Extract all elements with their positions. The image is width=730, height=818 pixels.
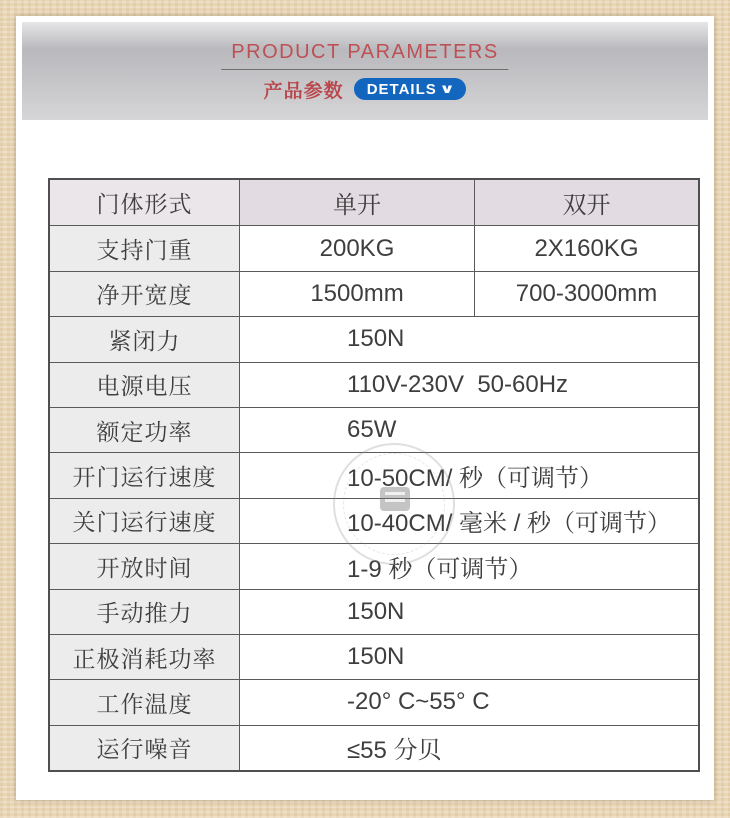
table-row [50, 225, 698, 270]
param-label-cell: 紧闭力 [50, 317, 240, 361]
chevron-down-icon: ∨ [438, 80, 457, 96]
page-title: PRODUCT PARAMETERS [221, 41, 508, 70]
param-value-cell: -20° C~55° C [347, 688, 490, 716]
param-value-cell: 双开 [475, 180, 698, 225]
parameters-table [48, 178, 700, 772]
param-value-cell: 1500mm [240, 272, 475, 316]
param-value-cell: 110V-230V 50-60Hz [347, 370, 569, 398]
param-label-cell: 关门运行速度 [50, 499, 240, 543]
table-row [50, 589, 698, 634]
param-label-cell: 运行噪音 [50, 726, 240, 770]
param-value-cell: ≤55 分贝 [347, 737, 442, 765]
details-button[interactable] [354, 78, 467, 100]
param-value-cell: 200KG [240, 226, 475, 270]
param-value-cell: 700-3000mm [515, 279, 658, 307]
details-label: DETAILS [366, 80, 437, 98]
param-label-cell: 支持门重 [50, 226, 240, 270]
header-banner [22, 22, 708, 120]
table-row [50, 634, 698, 679]
param-label-cell: 电源电压 [50, 363, 240, 407]
param-label-cell: 手动推力 [50, 590, 240, 634]
param-label-cell: 门体形式 [50, 180, 240, 225]
table-row [50, 498, 698, 543]
table-row [50, 679, 698, 724]
table-row [50, 271, 698, 316]
table-row [50, 725, 698, 770]
table-row [50, 362, 698, 407]
param-value-cell: 单开 [240, 180, 475, 225]
page-panel [16, 16, 714, 800]
param-value-cell: 65W [347, 416, 397, 444]
param-label-cell: 正极消耗功率 [50, 635, 240, 679]
param-value-cell: 10-50CM/ 秒（可调节） [347, 465, 604, 493]
table-row [50, 180, 698, 225]
param-value-cell: 150N [347, 597, 405, 625]
table-row [50, 407, 698, 452]
param-value-cell: 10-40CM/ 毫米 / 秒（可调节） [347, 510, 672, 538]
param-label-cell: 开门运行速度 [50, 453, 240, 497]
param-label-cell: 开放时间 [50, 544, 240, 588]
param-label-cell: 额定功率 [50, 408, 240, 452]
param-value-cell: 150N [347, 643, 405, 671]
param-label-cell: 净开宽度 [50, 272, 240, 316]
param-value-cell: 2X160KG [534, 234, 639, 262]
subtitle-row [22, 77, 708, 101]
param-value-cell: 150N [347, 325, 405, 353]
param-value-cell: 1-9 秒（可调节） [347, 555, 533, 583]
table-row [50, 316, 698, 361]
table-row [50, 452, 698, 497]
param-label-cell: 工作温度 [50, 680, 240, 724]
page-title-cn: 产品参数 [263, 80, 344, 102]
table-row [50, 543, 698, 588]
